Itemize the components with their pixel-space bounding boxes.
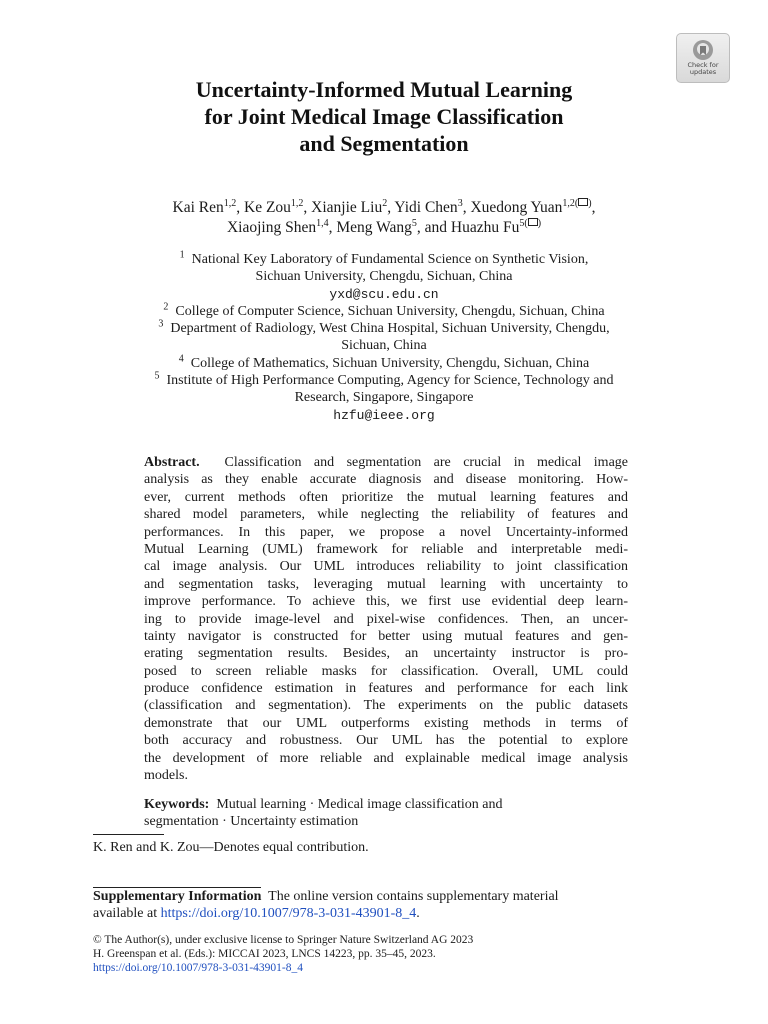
affiliation-5-line-2: Research, Singapore, Singapore [294, 390, 474, 406]
abstract-line: ing to provide image-level and pixel-wise confidences. Then, an uncer- [144, 611, 628, 627]
abstract-line: tainty navigator is constructed for better using mutual features and gen- [144, 628, 628, 644]
email-link[interactable]: hzfu@ieee.org [333, 407, 435, 423]
abstract-line: erating segmentation results. Besides, an uncertainty instructor is pro- [144, 646, 628, 662]
author-separator: , [328, 219, 337, 237]
abstract-line: posed to screen reliable masks for classification. Overall, UML could [144, 663, 628, 679]
author-line-1 [60, 198, 708, 218]
abstract-line: and segmentation tasks, leveraging mutual learning with uncertainty to [144, 576, 628, 592]
affiliation-3 [60, 320, 708, 337]
author-list [60, 198, 708, 238]
author-affil-sup: 1,2 [223, 198, 237, 209]
supp-line-1 [93, 888, 713, 905]
affiliation-1 [60, 251, 708, 268]
author-affil-sup: 5( ) [519, 218, 542, 230]
author-separator: , and [416, 219, 451, 237]
bookmark-icon [691, 38, 715, 62]
affil-sup: 3 [158, 318, 164, 330]
badge-line-1: Check for [687, 61, 719, 69]
affil-sup: 4 [178, 353, 184, 365]
sup-text: 5( [519, 218, 528, 230]
affiliations [60, 251, 708, 424]
author-name: Huazhu Fu [450, 219, 520, 237]
author-affil-sup: 5 [411, 218, 417, 230]
abstract-line: the development of more reliable and explainable medical image analysis [144, 750, 628, 766]
keywords-label: Keywords: [144, 797, 210, 812]
abstract-line: analysis as they enable accurate diagnosis and disease monitoring. How- [144, 472, 628, 488]
supp-text: . [416, 906, 420, 921]
supp-text: available at [93, 906, 161, 921]
supplementary-doi-link[interactable]: https://doi.org/10.1007/978-3-031-43901-8_4 [160, 906, 417, 921]
abstract-line: Mutual Learning (UML) framework for reliable and interpretable medi- [144, 541, 628, 557]
abstract-line: cal image analysis. Our UML introduces reliability to joint classification [144, 559, 628, 575]
affil-text: Department of Radiology, West China Hospital, Sichuan University, Chengdu, [170, 321, 610, 337]
abstract-line: demonstrate that our UML outperforms existing methods in terms of [144, 715, 628, 731]
affil-sup: 5 [154, 370, 160, 382]
abstract-line: improve performance. To achieve this, we first use evidential deep learn- [144, 594, 628, 610]
citation-line: H. Greenspan et al. (Eds.): MICCAI 2023, LNCS 14223, pp. 35–45, 2023. [93, 948, 436, 960]
author-name: Yidi Chen [394, 199, 458, 217]
abstract-line: (classification and segmentation). The experiments on the public datasets [144, 698, 628, 714]
email-link[interactable]: yxd@scu.edu.cn [329, 286, 439, 302]
title-line: Uncertainty-Informed Mutual Learning [195, 77, 573, 102]
keywords [144, 796, 628, 831]
equal-contribution-footnote: K. Ren and K. Zou—Denotes equal contribution. [93, 840, 369, 855]
abstract-line: models. [144, 768, 188, 784]
abstract-line: both accuracy and robustness. Our UML has the potential to explore [144, 733, 628, 749]
badge-line-2: updates [689, 68, 717, 76]
affiliation-3-line-2: Sichuan, China [341, 338, 427, 354]
abstract-line: performances. In this paper, we propose a novel Uncertainty-informed [144, 524, 628, 540]
abstract-line [144, 454, 628, 471]
author-separator: , [303, 199, 312, 217]
author-name: Meng Wang [336, 219, 412, 237]
author-affil-sup: 1,2 [290, 198, 304, 209]
affil-sup: 1 [179, 249, 185, 261]
author-name: Xuedong Yuan [470, 199, 563, 217]
affiliation-5 [60, 372, 708, 389]
affiliation-1-line-2: Sichuan University, Chengdu, Sichuan, China [255, 269, 513, 285]
title-line: for Joint Medical Image Classification [204, 104, 564, 129]
affiliation-2 [60, 303, 708, 320]
author-affil-sup: 2 [382, 198, 388, 209]
title-line: and Segmentation [299, 131, 469, 156]
author-name: Xianjie Liu [311, 199, 383, 217]
sup-text: 1,2( [562, 198, 579, 209]
doi-link[interactable]: https://doi.org/10.1007/978-3-031-43901-8_4 [93, 962, 303, 974]
envelope-icon [528, 218, 538, 226]
author-affil-sup: 3 [457, 198, 463, 209]
keywords-line-2: segmentation · Uncertainty estimation [144, 814, 359, 830]
author-name: Xiaojing Shen [226, 219, 317, 237]
author-separator: , [591, 199, 596, 217]
keywords-line-1 [144, 796, 628, 813]
supp-label: Supplementary Information [93, 889, 262, 904]
affil-text: National Key Laboratory of Fundamental Science on Synthetic Vision, [191, 252, 589, 267]
abstract-label: Abstract. [144, 455, 200, 470]
affil-text: Institute of High Performance Computing, Agency for Science, Technology and [166, 373, 614, 389]
affil-text: College of Computer Science, Sichuan University, Chengdu, Sichuan, China [175, 303, 605, 319]
author-affil-sup: 1,4 [316, 218, 329, 230]
abstract-line: ever, current methods often prioritize the mutual learning features and [144, 489, 628, 505]
abstract-line: produce confidence estimation in features and performance for each link [144, 681, 628, 697]
author-name: Ke Zou [244, 199, 291, 217]
affil-sup: 2 [163, 301, 169, 313]
copyright-line: © The Author(s), under exclusive license to Springer Nature Switzerland AG 2023 [93, 934, 474, 946]
author-name: Kai Ren [172, 199, 224, 217]
supp-line-2 [93, 905, 713, 922]
copyright-block [93, 933, 713, 975]
supp-text: The online version contains supplementary material [268, 889, 559, 904]
author-separator: , [387, 199, 395, 217]
author-separator: , [236, 199, 244, 217]
supplementary-information [93, 888, 713, 922]
author-line-2 [60, 218, 708, 238]
keywords-text: Mutual learning · Medical image classification and [216, 797, 503, 812]
author-separator: , [462, 199, 471, 217]
affil-text: College of Mathematics, Sichuan University, Chengdu, Sichuan, China [190, 355, 590, 371]
footnote-rule [93, 834, 164, 835]
abstract [144, 454, 628, 784]
paper-title [60, 76, 708, 157]
envelope-icon [578, 198, 588, 206]
abstract-text: Classification and segmentation are crucial in medical image [224, 455, 629, 470]
author-affil-sup: 1,2( ) [562, 198, 592, 209]
abstract-line: shared model parameters, while neglecting the reliability of features and [144, 507, 628, 523]
